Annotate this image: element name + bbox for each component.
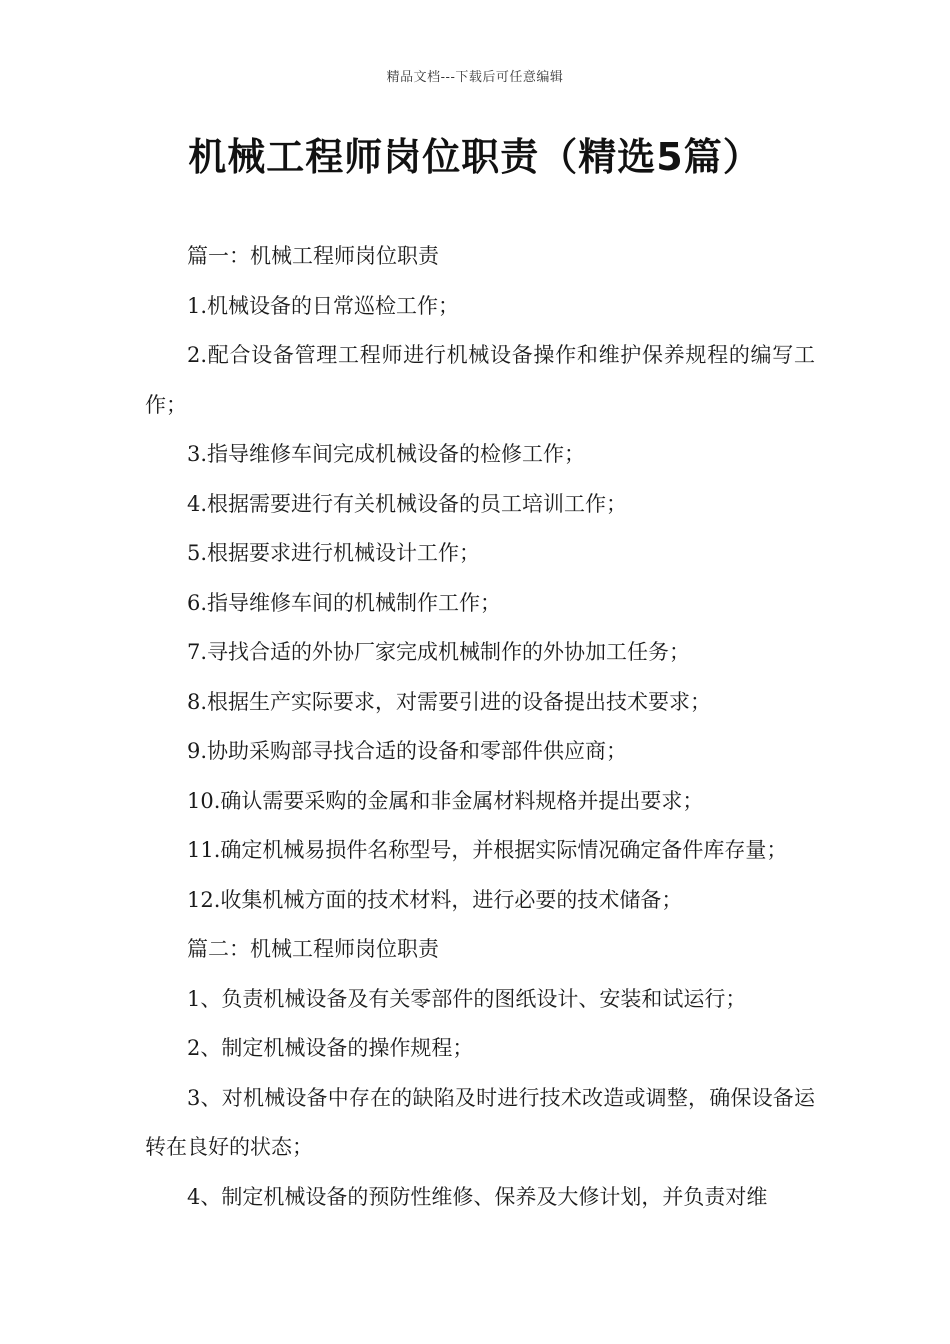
duty-item: 1、负责机械设备及有关零部件的图纸设计、安装和试运行； (187, 986, 747, 1011)
duty-item: 10.确认需要采购的金属和非金属材料规格并提出要求； (187, 788, 704, 813)
duty-item: 3.指导维修车间完成机械设备的检修工作； (187, 442, 586, 466)
duty-item: 7.寻找合适的外协厂家完成机械制作的外协加工任务； (187, 640, 691, 664)
duty-item: 2、制定机械设备的操作规程； (187, 1036, 474, 1060)
duty-item: 5.根据要求进行机械设计工作； (187, 541, 481, 565)
section-heading-2: 篇二：机械工程师岗位职责 (187, 937, 439, 961)
duty-item: 6.指导维修车间的机械制作工作； (187, 590, 502, 615)
document-title: 机械工程师岗位职责（精选5篇） (188, 135, 762, 179)
duty-item: 9.协助采购部寻找合适的设备和零部件供应商； (187, 739, 628, 763)
section-heading-1: 篇一：机械工程师岗位职责 (187, 244, 439, 268)
document-body (145, 232, 815, 1222)
header-note: 精品文档---下载后可任意编辑 (386, 70, 564, 85)
duty-item: 2.配合设备管理工程师进行机械设备操作和维护保养规程的编写工作； (145, 343, 815, 417)
duty-item: 1.机械设备的日常巡检工作； (187, 293, 460, 318)
duty-item: 8.根据生产实际要求，对需要引进的设备提出技术要求； (187, 689, 712, 714)
duty-item: 12.收集机械方面的技术材料，进行必要的技术储备； (187, 887, 683, 912)
duty-item: 4、制定机械设备的预防性维修、保养及大修计划，并负责对维 (187, 1184, 768, 1209)
duty-item: 4.根据需要进行有关机械设备的员工培训工作； (187, 491, 628, 516)
duty-item: 3、对机械设备中存在的缺陷及时进行技术改造或调整，确保设备运转在良好的状态； (145, 1085, 815, 1159)
duty-item: 11.确定机械易损件名称型号，并根据实际情况确定备件库存量； (187, 838, 788, 862)
